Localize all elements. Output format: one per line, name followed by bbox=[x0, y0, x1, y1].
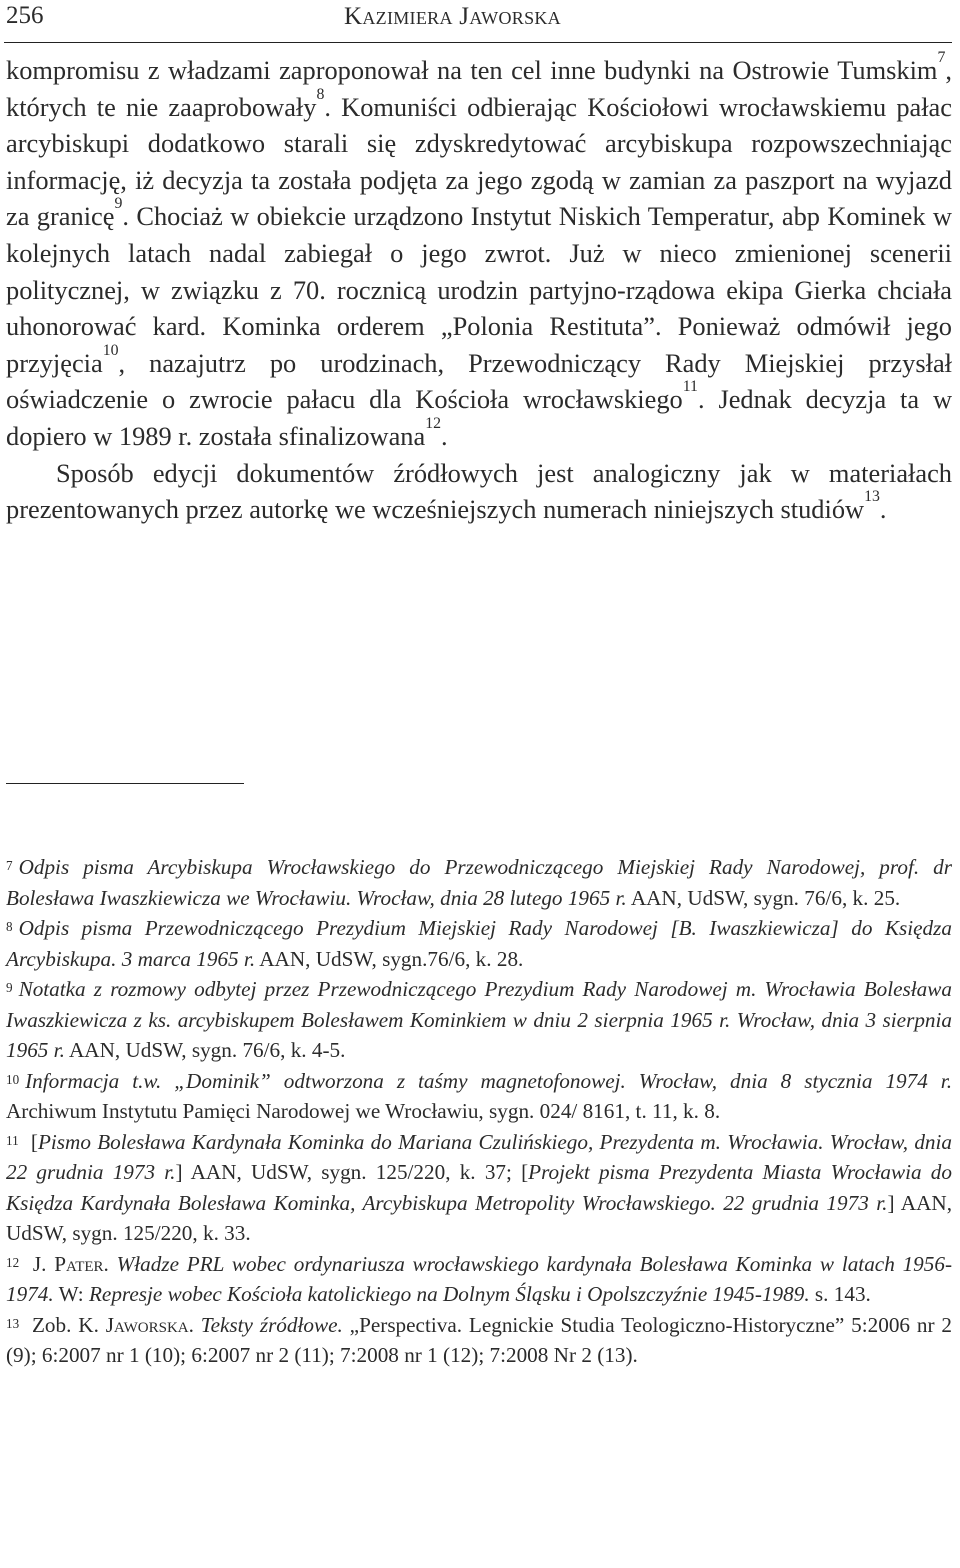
footnote-title: Informacja t.w. „Dominik” odtworzona z taśmy magnetofonowej. Wrocław, dnia 8 stycznia 1974 r. bbox=[25, 1068, 952, 1093]
footnote-title: Notatka z rozmowy odbytej przez Przewodniczącego Prezydium Rady Narodowej m. Wrocławia Bolesława Iwaszkiewicza z ks. arcybiskupem Bolesławem Kominkiem w dniu 2 sierpnia 1965 r. Wrocław, dnia 3 sierpnia 1965 r. bbox=[6, 977, 952, 1062]
body-text bbox=[6, 49, 953, 528]
author-name: Jaworska bbox=[105, 1312, 189, 1337]
footnote-title: Teksty źródłowe. bbox=[200, 1312, 343, 1337]
footnote-12 bbox=[6, 1249, 952, 1310]
page-number: 256 bbox=[6, 2, 44, 29]
footnote-source: ] AAN, UdSW, sygn. 125/220, k. 37; [ bbox=[175, 1160, 529, 1184]
text-run: , nazajutrz po urodzinach, Przewodniczący Rady Miejskiej przysłał oświadczenie o zwrocie pałacu dla Kościoła wrocławskiego bbox=[6, 347, 952, 415]
text-run: . Chociaż w obiekcie urządzono Instytut Niskich Temperatur, abp Kominek w kolejnych latach nadal zabiegał o jego zwrot. Już w nieco zmienionej scenerii politycznej, w związku z 70. rocznicą urodzin partyjno-rządowa ekipa Gierka chciała uhonorować kard. Kominka orderem „Polonia Restituta”. Ponieważ odmówił jego przyjęcia bbox=[6, 201, 952, 378]
author-name: Pater bbox=[54, 1251, 104, 1276]
footnote-number: 8 bbox=[6, 919, 13, 934]
text-run: kompromisu z władzami zaproponował na ten cel inne budynki na Ostrowie Tumskim bbox=[6, 55, 938, 85]
text-run: , których te nie zaaprobowały bbox=[6, 55, 952, 122]
footnote-number: 12 bbox=[6, 1254, 20, 1270]
footnote-title: Pismo Bolesława Kardynała Kominka do Mariana Czulińskiego, Prezydenta m. Wrocławia. Wrocław, dnia 22 grudnia 1973 r. bbox=[6, 1129, 952, 1184]
footnote-source: Archiwum Instytutu Pamięci Narodowej we Wrocławiu, sygn. 024/ 8161, t. 11, k. 8. bbox=[6, 1099, 721, 1123]
footnote-title: Represje wobec Kościoła katolickiego na Dolnym Śląsku i Opolszczyźnie 1945-1989. bbox=[88, 1282, 810, 1306]
footnote-number: 7 bbox=[6, 858, 13, 873]
footnote-13 bbox=[6, 1310, 952, 1371]
text-run: . bbox=[188, 1312, 201, 1337]
footnote-source: „Perspectiva. Legnickie Studia Teologiczno-Historyczne” 5:2006 nr 2 (9); 6:2007 nr 1 (10); 6:2007 nr 2 (11); 7:2008 nr 1 (12); 7:2008 Nr 2 (13). bbox=[6, 1312, 952, 1367]
footnote-number: 9 bbox=[6, 980, 13, 995]
footnote-source: AAN, UdSW, sygn.76/6, k. 28. bbox=[255, 946, 524, 971]
text-run: . Komuniści odbierając Kościołowi wrocławskiemu pałac arcybiskupi dodatkowo starali się zdyskredytować arcybiskupa rozpowszechniając informację, iż decyzja ta została podjęta za jego zgodą w zamian za paszport na wyjazd za granicę bbox=[6, 91, 952, 232]
footnote-ref[interactable]: 12 bbox=[425, 414, 442, 432]
text-run: . bbox=[103, 1251, 117, 1276]
text-run: . bbox=[441, 420, 448, 451]
footnote-source: AAN, UdSW, sygn. 76/6, k. 4-5. bbox=[64, 1038, 346, 1062]
footnote-ref[interactable]: 7 bbox=[937, 49, 946, 66]
text-run: [ bbox=[24, 1129, 38, 1154]
footnote-source: AAN, UdSW, sygn. 76/6, k. 25. bbox=[626, 885, 901, 910]
footnote-separator bbox=[6, 783, 244, 784]
text-run: . bbox=[879, 494, 887, 525]
footnote-8 bbox=[6, 913, 952, 974]
footnote-title: Władze PRL wobec ordynariusza wrocławskiego kardynała Bolesława Kominka w latach 1956-1974. bbox=[6, 1251, 952, 1306]
footnote-source: s. 143. bbox=[809, 1282, 871, 1306]
footnote-title: Odpis pisma Arcybiskupa Wrocławskiego do Przewodniczącego Miejskiej Rady Narodowej, prof. dr Bolesława Iwaszkiewicza we Wrocławiu. Wrocław, dnia 28 lutego 1965 r. bbox=[6, 855, 952, 910]
footnote-number: 13 bbox=[6, 1315, 20, 1331]
footnote-9 bbox=[6, 974, 952, 1066]
footnote-title: Odpis pisma Przewodniczącego Prezydium Miejskiej Rady Narodowej [B. Iwaszkiewicza] do Księdza Arcybiskupa. 3 marca 1965 r. bbox=[6, 916, 952, 971]
footnote-number: 11 bbox=[6, 1132, 19, 1148]
footnote-7 bbox=[6, 852, 952, 913]
paragraph bbox=[6, 49, 953, 455]
author-initial: J. bbox=[25, 1251, 55, 1276]
text-run: Zob. K. bbox=[25, 1312, 106, 1337]
running-head: Kazimiera Jaworska bbox=[344, 3, 561, 30]
footnote-number: 10 bbox=[6, 1071, 20, 1087]
footnotes bbox=[6, 852, 952, 1371]
footnote-11 bbox=[6, 1127, 952, 1249]
footnote-ref[interactable]: 8 bbox=[316, 85, 325, 103]
footnote-ref[interactable]: 9 bbox=[114, 195, 123, 213]
text-run: . Jednak decyzja ta w dopiero w 1989 r. została sfinalizowana bbox=[6, 384, 953, 451]
page-header bbox=[4, 0, 952, 43]
footnote-source: W: bbox=[53, 1282, 89, 1306]
footnote-ref[interactable]: 10 bbox=[102, 341, 119, 359]
text-run: Sposób edycji dokumentów źródłowych jest analogiczny jak w materiałach prezentowanych przez autorkę we wcześniejszych numerach niniejszych studiów bbox=[6, 457, 952, 525]
paragraph bbox=[6, 455, 952, 528]
footnote-10 bbox=[6, 1066, 952, 1127]
footnote-title: Projekt pisma Prezydenta Miasta Wrocławia do Księdza Kardynała Bolesława Kominka, Arcybiskupa Metropolity Wrocławskiego. 22 grudnia 1973 r. bbox=[6, 1160, 952, 1215]
footnote-source: ] AAN, UdSW, sygn. 125/220, k. 33. bbox=[6, 1190, 952, 1245]
footnote-ref[interactable]: 13 bbox=[864, 488, 880, 506]
footnote-ref[interactable]: 11 bbox=[682, 378, 698, 396]
